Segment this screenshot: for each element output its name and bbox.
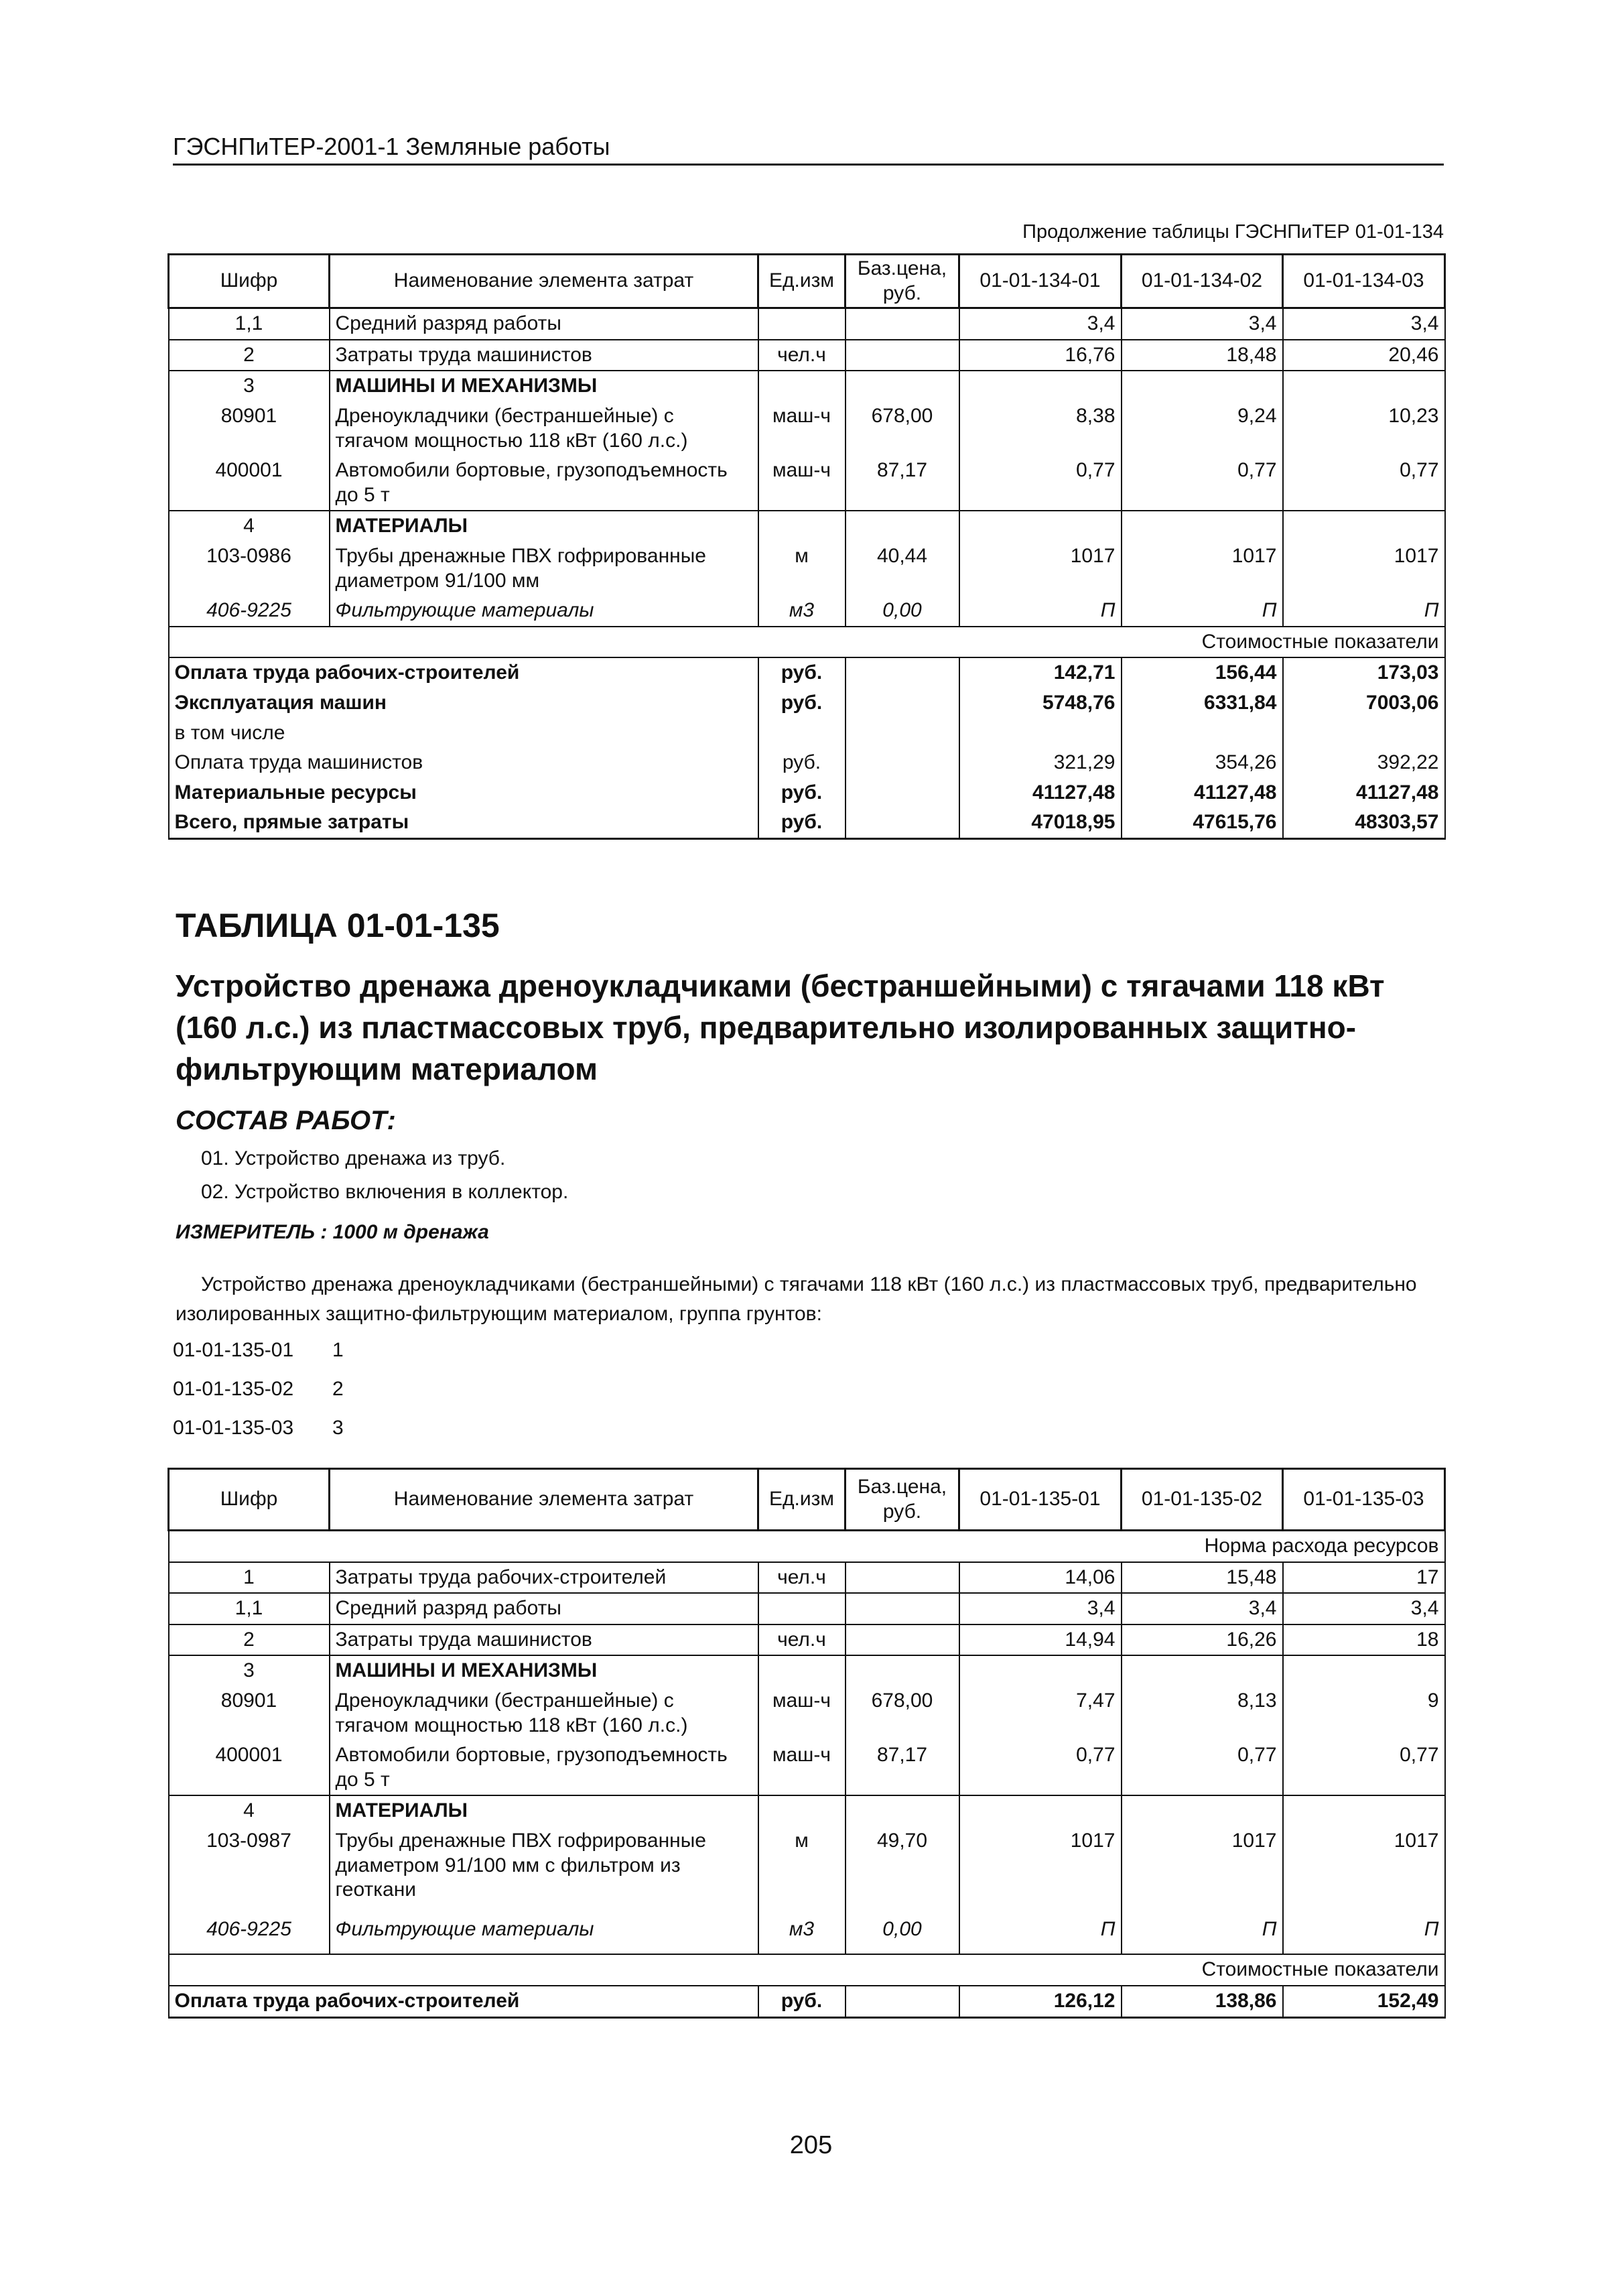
row-value: 16,76 xyxy=(959,340,1122,371)
summary-value: 354,26 xyxy=(1122,748,1283,778)
row-value: 3,4 xyxy=(1283,1593,1445,1624)
summary-row xyxy=(169,688,1445,718)
summary-row xyxy=(169,718,1445,749)
row-price: 40,44 xyxy=(846,541,959,596)
row-value: 14,94 xyxy=(959,1624,1122,1656)
row-code: 103-0986 xyxy=(169,541,330,596)
col-header-norm-1: 01-01-134-01 xyxy=(959,255,1122,308)
norm-label-row xyxy=(169,1531,1445,1562)
row-price: 87,17 xyxy=(846,1740,959,1795)
summary-value: 41127,48 xyxy=(1122,778,1283,808)
row-price: 49,70 xyxy=(846,1826,959,1905)
row-name: Трубы дренажные ПВХ гофрированные диаметром 91/100 мм с фильтром из геоткани xyxy=(330,1826,758,1905)
row-value: 15,48 xyxy=(1122,1562,1283,1594)
soil-group: 2 xyxy=(332,1378,344,1400)
summary-unit: руб. xyxy=(758,778,846,808)
table-row xyxy=(169,1826,1445,1905)
summary-unit: руб. xyxy=(758,1986,846,2017)
table-row xyxy=(169,596,1445,627)
col-header-norm-1: 01-01-135-01 xyxy=(959,1469,1122,1531)
row-price: 678,00 xyxy=(846,1686,959,1740)
table-header-row xyxy=(169,255,1445,308)
summary-value: 41127,48 xyxy=(959,778,1122,808)
row-value: П xyxy=(959,1905,1122,1955)
summary-unit: руб. xyxy=(758,688,846,718)
work-composition-heading: СОСТАВ РАБОТ: xyxy=(176,1106,396,1135)
row-value: 0,77 xyxy=(1283,1740,1445,1795)
row-value: 17 xyxy=(1283,1562,1445,1594)
row-value: 14,06 xyxy=(959,1562,1122,1594)
row-name: Затраты труда машинистов xyxy=(330,1624,758,1656)
summary-row xyxy=(169,1986,1445,2017)
col-header-unit: Ед.изм xyxy=(758,255,846,308)
row-name: Затраты труда машинистов xyxy=(330,340,758,371)
page-number: 205 xyxy=(789,2131,833,2159)
summary-row xyxy=(169,778,1445,808)
section-row xyxy=(169,511,1445,541)
row-value: 0,77 xyxy=(1283,456,1445,511)
row-price xyxy=(846,1562,959,1594)
summary-label: Эксплуатация машин xyxy=(169,688,758,718)
table-row xyxy=(169,1905,1445,1955)
summary-unit: руб. xyxy=(758,808,846,838)
row-price xyxy=(846,1624,959,1656)
row-unit: м xyxy=(758,541,846,596)
row-value: 10,23 xyxy=(1283,401,1445,456)
summary-label: Оплата труда рабочих-строителей xyxy=(169,1986,758,2017)
table-row xyxy=(169,401,1445,456)
row-unit xyxy=(758,308,846,340)
row-value: 3,4 xyxy=(1122,1593,1283,1624)
col-header-price: Баз.цена, руб. xyxy=(846,255,959,308)
row-price xyxy=(846,308,959,340)
cost-indicators-row xyxy=(169,627,1445,658)
row-value: 1017 xyxy=(959,1826,1122,1905)
summary-value: 152,49 xyxy=(1283,1986,1445,2017)
row-value: 18,48 xyxy=(1122,340,1283,371)
summary-row xyxy=(169,657,1445,688)
row-unit: маш-ч xyxy=(758,401,846,456)
table-row xyxy=(169,1593,1445,1624)
row-price: 87,17 xyxy=(846,456,959,511)
row-code: 400001 xyxy=(169,456,330,511)
norm-label: Норма расхода ресурсов xyxy=(169,1531,1445,1562)
row-unit: м3 xyxy=(758,1905,846,1955)
row-code: 1,1 xyxy=(169,1593,330,1624)
table-row xyxy=(169,1686,1445,1740)
table-row xyxy=(169,1562,1445,1594)
page-header: ГЭСНПиТЕР-2001-1 Земляные работы xyxy=(173,133,1444,166)
row-value: 1017 xyxy=(1122,1826,1283,1905)
summary-row xyxy=(169,808,1445,838)
summary-value: 47615,76 xyxy=(1122,808,1283,838)
row-unit: м xyxy=(758,1826,846,1905)
row-value: 1017 xyxy=(959,541,1122,596)
section-title: МАТЕРИАЛЫ xyxy=(330,511,758,541)
row-value: 20,46 xyxy=(1283,340,1445,371)
row-code: 1 xyxy=(169,1562,330,1594)
table-row xyxy=(169,541,1445,596)
row-code: 4 xyxy=(169,511,330,541)
row-name: Трубы дренажные ПВХ гофрированные диаметром 91/100 мм xyxy=(330,541,758,596)
summary-value: 321,29 xyxy=(959,748,1122,778)
col-header-code: Шифр xyxy=(169,1469,330,1531)
summary-value: 138,86 xyxy=(1122,1986,1283,2017)
col-header-norm-2: 01-01-134-02 xyxy=(1122,255,1283,308)
summary-label: Оплата труда рабочих-строителей xyxy=(169,657,758,688)
row-unit: чел.ч xyxy=(758,1624,846,1656)
row-value: П xyxy=(1283,1905,1445,1955)
row-unit xyxy=(758,1593,846,1624)
work-item: 01. Устройство дренажа из труб. xyxy=(201,1147,506,1169)
code-value: 01-01-135-03 xyxy=(173,1417,294,1439)
col-header-unit: Ед.изм xyxy=(758,1469,846,1531)
summary-label: в том числе xyxy=(169,718,758,749)
col-header-name: Наименование элемента затрат xyxy=(330,255,758,308)
section-title: МАШИНЫ И МЕХАНИЗМЫ xyxy=(330,371,758,401)
section-title: МАШИНЫ И МЕХАНИЗМЫ xyxy=(330,1655,758,1686)
row-unit: маш-ч xyxy=(758,1686,846,1740)
row-unit: м3 xyxy=(758,596,846,627)
row-value: 1017 xyxy=(1283,1826,1445,1905)
row-name: Дреноукладчики (бестраншейные) с тягачом мощностью 118 кВт (160 л.с.) xyxy=(330,401,758,456)
summary-value: 142,71 xyxy=(959,657,1122,688)
code-list-item xyxy=(173,1339,344,1362)
row-value: 16,26 xyxy=(1122,1624,1283,1656)
row-code: 2 xyxy=(169,340,330,371)
section-title: МАТЕРИАЛЫ xyxy=(330,1795,758,1826)
row-value: П xyxy=(1122,596,1283,627)
row-code: 3 xyxy=(169,1655,330,1686)
summary-value: 156,44 xyxy=(1122,657,1283,688)
code-value: 01-01-135-02 xyxy=(173,1378,294,1400)
col-header-norm-2: 01-01-135-02 xyxy=(1122,1469,1283,1531)
summary-value: 6331,84 xyxy=(1122,688,1283,718)
section-row xyxy=(169,1655,1445,1686)
cost-indicators-label: Стоимостные показатели xyxy=(169,627,1445,658)
code-list-item xyxy=(173,1417,344,1440)
row-value: 0,77 xyxy=(1122,456,1283,511)
soil-group: 3 xyxy=(332,1417,344,1439)
summary-value: 392,22 xyxy=(1283,748,1445,778)
col-header-code: Шифр xyxy=(169,255,330,308)
row-name: Автомобили бортовые, грузоподъемность до 5 т xyxy=(330,1740,758,1795)
row-unit: чел.ч xyxy=(758,340,846,371)
row-value: 8,13 xyxy=(1122,1686,1283,1740)
table-row xyxy=(169,1740,1445,1795)
row-value: 0,77 xyxy=(959,456,1122,511)
col-header-price: Баз.цена, руб. xyxy=(846,1469,959,1531)
row-code: 406-9225 xyxy=(169,1905,330,1955)
resource-table-135 xyxy=(167,1468,1446,2019)
summary-label: Оплата труда машинистов xyxy=(169,748,758,778)
row-value: 3,4 xyxy=(959,308,1122,340)
table-description: Устройство дренажа дреноукладчиками (бестраншейными) с тягачами 118 кВт (160 л.с.) из пластмассовых труб, предварительно изолированных защитно-фильтрующим материалом xyxy=(176,968,1385,1087)
row-name: Дреноукладчики (бестраншейные) с тягачом мощностью 118 кВт (160 л.с.) xyxy=(330,1686,758,1740)
cost-indicators-row xyxy=(169,1954,1445,1986)
summary-value: 41127,48 xyxy=(1283,778,1445,808)
summary-value: 7003,06 xyxy=(1283,688,1445,718)
row-price: 0,00 xyxy=(846,1905,959,1955)
row-value: 9,24 xyxy=(1122,401,1283,456)
code-value: 01-01-135-01 xyxy=(173,1339,294,1361)
summary-row xyxy=(169,748,1445,778)
summary-value: 5748,76 xyxy=(959,688,1122,718)
row-value: П xyxy=(959,596,1122,627)
table-title: ТАБЛИЦА 01-01-135 xyxy=(176,907,500,944)
row-unit: маш-ч xyxy=(758,456,846,511)
work-item: 02. Устройство включения в коллектор. xyxy=(201,1181,569,1203)
summary-label: Материальные ресурсы xyxy=(169,778,758,808)
measurement-unit: ИЗМЕРИТЕЛЬ : 1000 м дренажа xyxy=(176,1221,489,1243)
row-value: 9 xyxy=(1283,1686,1445,1740)
section-row xyxy=(169,371,1445,401)
summary-unit: руб. xyxy=(758,657,846,688)
row-name: Автомобили бортовые, грузоподъемность до 5 т xyxy=(330,456,758,511)
row-value: 18 xyxy=(1283,1624,1445,1656)
row-value: 3,4 xyxy=(1122,308,1283,340)
row-name: Средний разряд работы xyxy=(330,1593,758,1624)
col-header-norm-3: 01-01-134-03 xyxy=(1283,255,1445,308)
table-continuation-note: Продолжение таблицы ГЭСНПиТЕР 01-01-134 xyxy=(1022,221,1444,243)
row-value: 0,77 xyxy=(959,1740,1122,1795)
row-code: 3 xyxy=(169,371,330,401)
row-value: 3,4 xyxy=(1283,308,1445,340)
row-value: 1017 xyxy=(1122,541,1283,596)
row-value: 7,47 xyxy=(959,1686,1122,1740)
row-unit: чел.ч xyxy=(758,1562,846,1594)
row-name: Фильтрующие материалы xyxy=(330,1905,758,1955)
table-row xyxy=(169,456,1445,511)
row-code: 2 xyxy=(169,1624,330,1656)
row-code: 4 xyxy=(169,1795,330,1826)
cost-indicators-label: Стоимостные показатели xyxy=(169,1954,1445,1986)
intro-paragraph: Устройство дренажа дреноукладчиками (бестраншейными) с тягачами 118 кВт (160 л.с.) из пластмассовых труб, предварительно изолированных защитно-фильтрующим материалом, группа грунтов: xyxy=(176,1273,1417,1325)
row-code: 400001 xyxy=(169,1740,330,1795)
summary-value: 173,03 xyxy=(1283,657,1445,688)
row-unit: маш-ч xyxy=(758,1740,846,1795)
summary-value: 48303,57 xyxy=(1283,808,1445,838)
col-header-name: Наименование элемента затрат xyxy=(330,1469,758,1531)
row-code: 80901 xyxy=(169,401,330,456)
table-header-row xyxy=(169,1469,1445,1531)
soil-group: 1 xyxy=(332,1339,344,1361)
code-list-item xyxy=(173,1378,344,1401)
row-code: 80901 xyxy=(169,1686,330,1740)
row-code: 406-9225 xyxy=(169,596,330,627)
row-value: П xyxy=(1122,1905,1283,1955)
row-code: 103-0987 xyxy=(169,1826,330,1905)
row-code: 1,1 xyxy=(169,308,330,340)
row-price xyxy=(846,1593,959,1624)
table-row xyxy=(169,1624,1445,1656)
summary-label: Всего, прямые затраты xyxy=(169,808,758,838)
row-price: 678,00 xyxy=(846,401,959,456)
row-value: 3,4 xyxy=(959,1593,1122,1624)
table-row xyxy=(169,308,1445,340)
row-value: 0,77 xyxy=(1122,1740,1283,1795)
row-name: Средний разряд работы xyxy=(330,308,758,340)
row-price: 0,00 xyxy=(846,596,959,627)
row-value: 1017 xyxy=(1283,541,1445,596)
table-row xyxy=(169,340,1445,371)
col-header-norm-3: 01-01-135-03 xyxy=(1283,1469,1445,1531)
row-name: Фильтрующие материалы xyxy=(330,596,758,627)
section-row xyxy=(169,1795,1445,1826)
row-value: 8,38 xyxy=(959,401,1122,456)
row-value: П xyxy=(1283,596,1445,627)
resource-table-134 xyxy=(167,253,1446,840)
row-name: Затраты труда рабочих-строителей xyxy=(330,1562,758,1594)
summary-unit: руб. xyxy=(758,748,846,778)
summary-value: 126,12 xyxy=(959,1986,1122,2017)
summary-value: 47018,95 xyxy=(959,808,1122,838)
row-price xyxy=(846,340,959,371)
